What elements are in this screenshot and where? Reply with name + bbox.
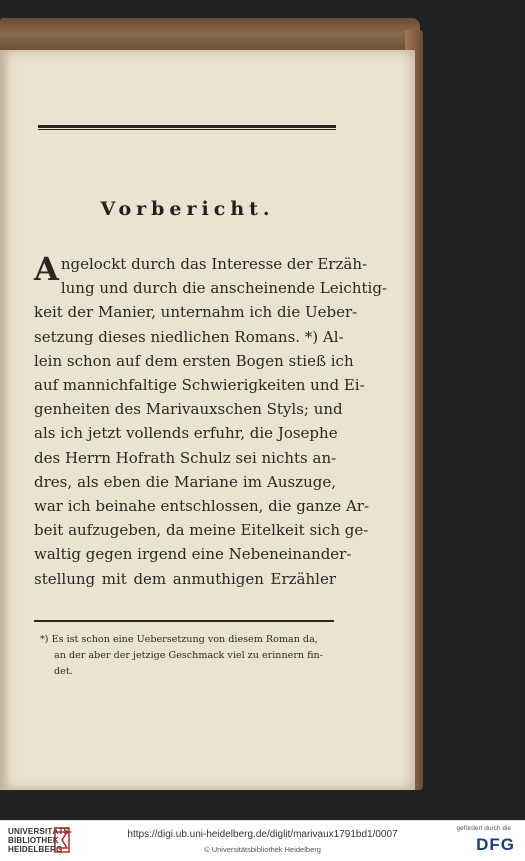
footnote [40, 632, 336, 680]
text-line-12: beit aufzugeben, da meine Eitelkeit sich ge- [34, 521, 369, 540]
footnote-line-1: *) Es ist schon eine Uebersetzung von diesem Roman da, [40, 634, 318, 645]
viewer-footer [0, 820, 525, 861]
funding-label: gefördert durch die [456, 825, 511, 832]
text-line-8: als ich jetzt vollends erfuhr, die Josephe [34, 424, 338, 443]
dfg-logo[interactable]: DFG [476, 835, 515, 854]
text-line-3: keit der Manier, unternahm ich die Ueber- [34, 303, 358, 322]
page-url-link[interactable]: https://digi.ub.uni-heidelberg.de/diglit/marivaux1791bd1/0007 [127, 829, 398, 840]
text-line-4: setzung dieses niedlichen Romans. *) Al- [34, 327, 344, 346]
text-line-5: lein schon auf dem ersten Bogen stieß ich [34, 351, 354, 370]
page-title: Vorbericht. [100, 198, 275, 220]
copyright-notice: © Universitätsbibliothek Heidelberg [204, 845, 321, 854]
logo-line-3: HEIDELBERG [8, 845, 63, 854]
page-gutter [0, 50, 10, 790]
drop-cap: A [34, 250, 59, 288]
text-line-10: dres, als eben die Mariane im Auszuge, [34, 472, 336, 491]
text-line-14: stellung mit dem anmuthigen Erzähler [34, 569, 336, 588]
text-line-7: genheiten des Marivauxschen Styls; und [34, 400, 343, 419]
footnote-line-2: an der aber der jetzige Geschmack viel zu erinnern fin- [54, 650, 323, 661]
logo-line-2: BIBLIOTHEK [8, 836, 59, 845]
text-line-1-content: ngelockt durch das Interesse der Erzäh- [60, 255, 368, 273]
header-rule [38, 125, 336, 130]
logo-line-1: UNIVERSITÄTS- [8, 827, 72, 836]
body-text [34, 250, 387, 591]
text-line-6: auf mannichfaltige Schwierigkeiten und Ei- [34, 376, 365, 395]
footnote-line-3: det. [54, 666, 73, 677]
text-line-1 [34, 250, 368, 288]
footnote-rule [34, 620, 334, 622]
text-line-11: war ich beinahe entschlossen, die ganze Ar- [34, 497, 370, 516]
text-line-9: des Herrn Hofrath Schulz sei nichts an- [34, 448, 337, 467]
text-line-2: lung und durch die anscheinende Leichtig- [60, 279, 387, 298]
text-line-13: waltig gegen irgend eine Nebeneinander- [34, 545, 352, 564]
